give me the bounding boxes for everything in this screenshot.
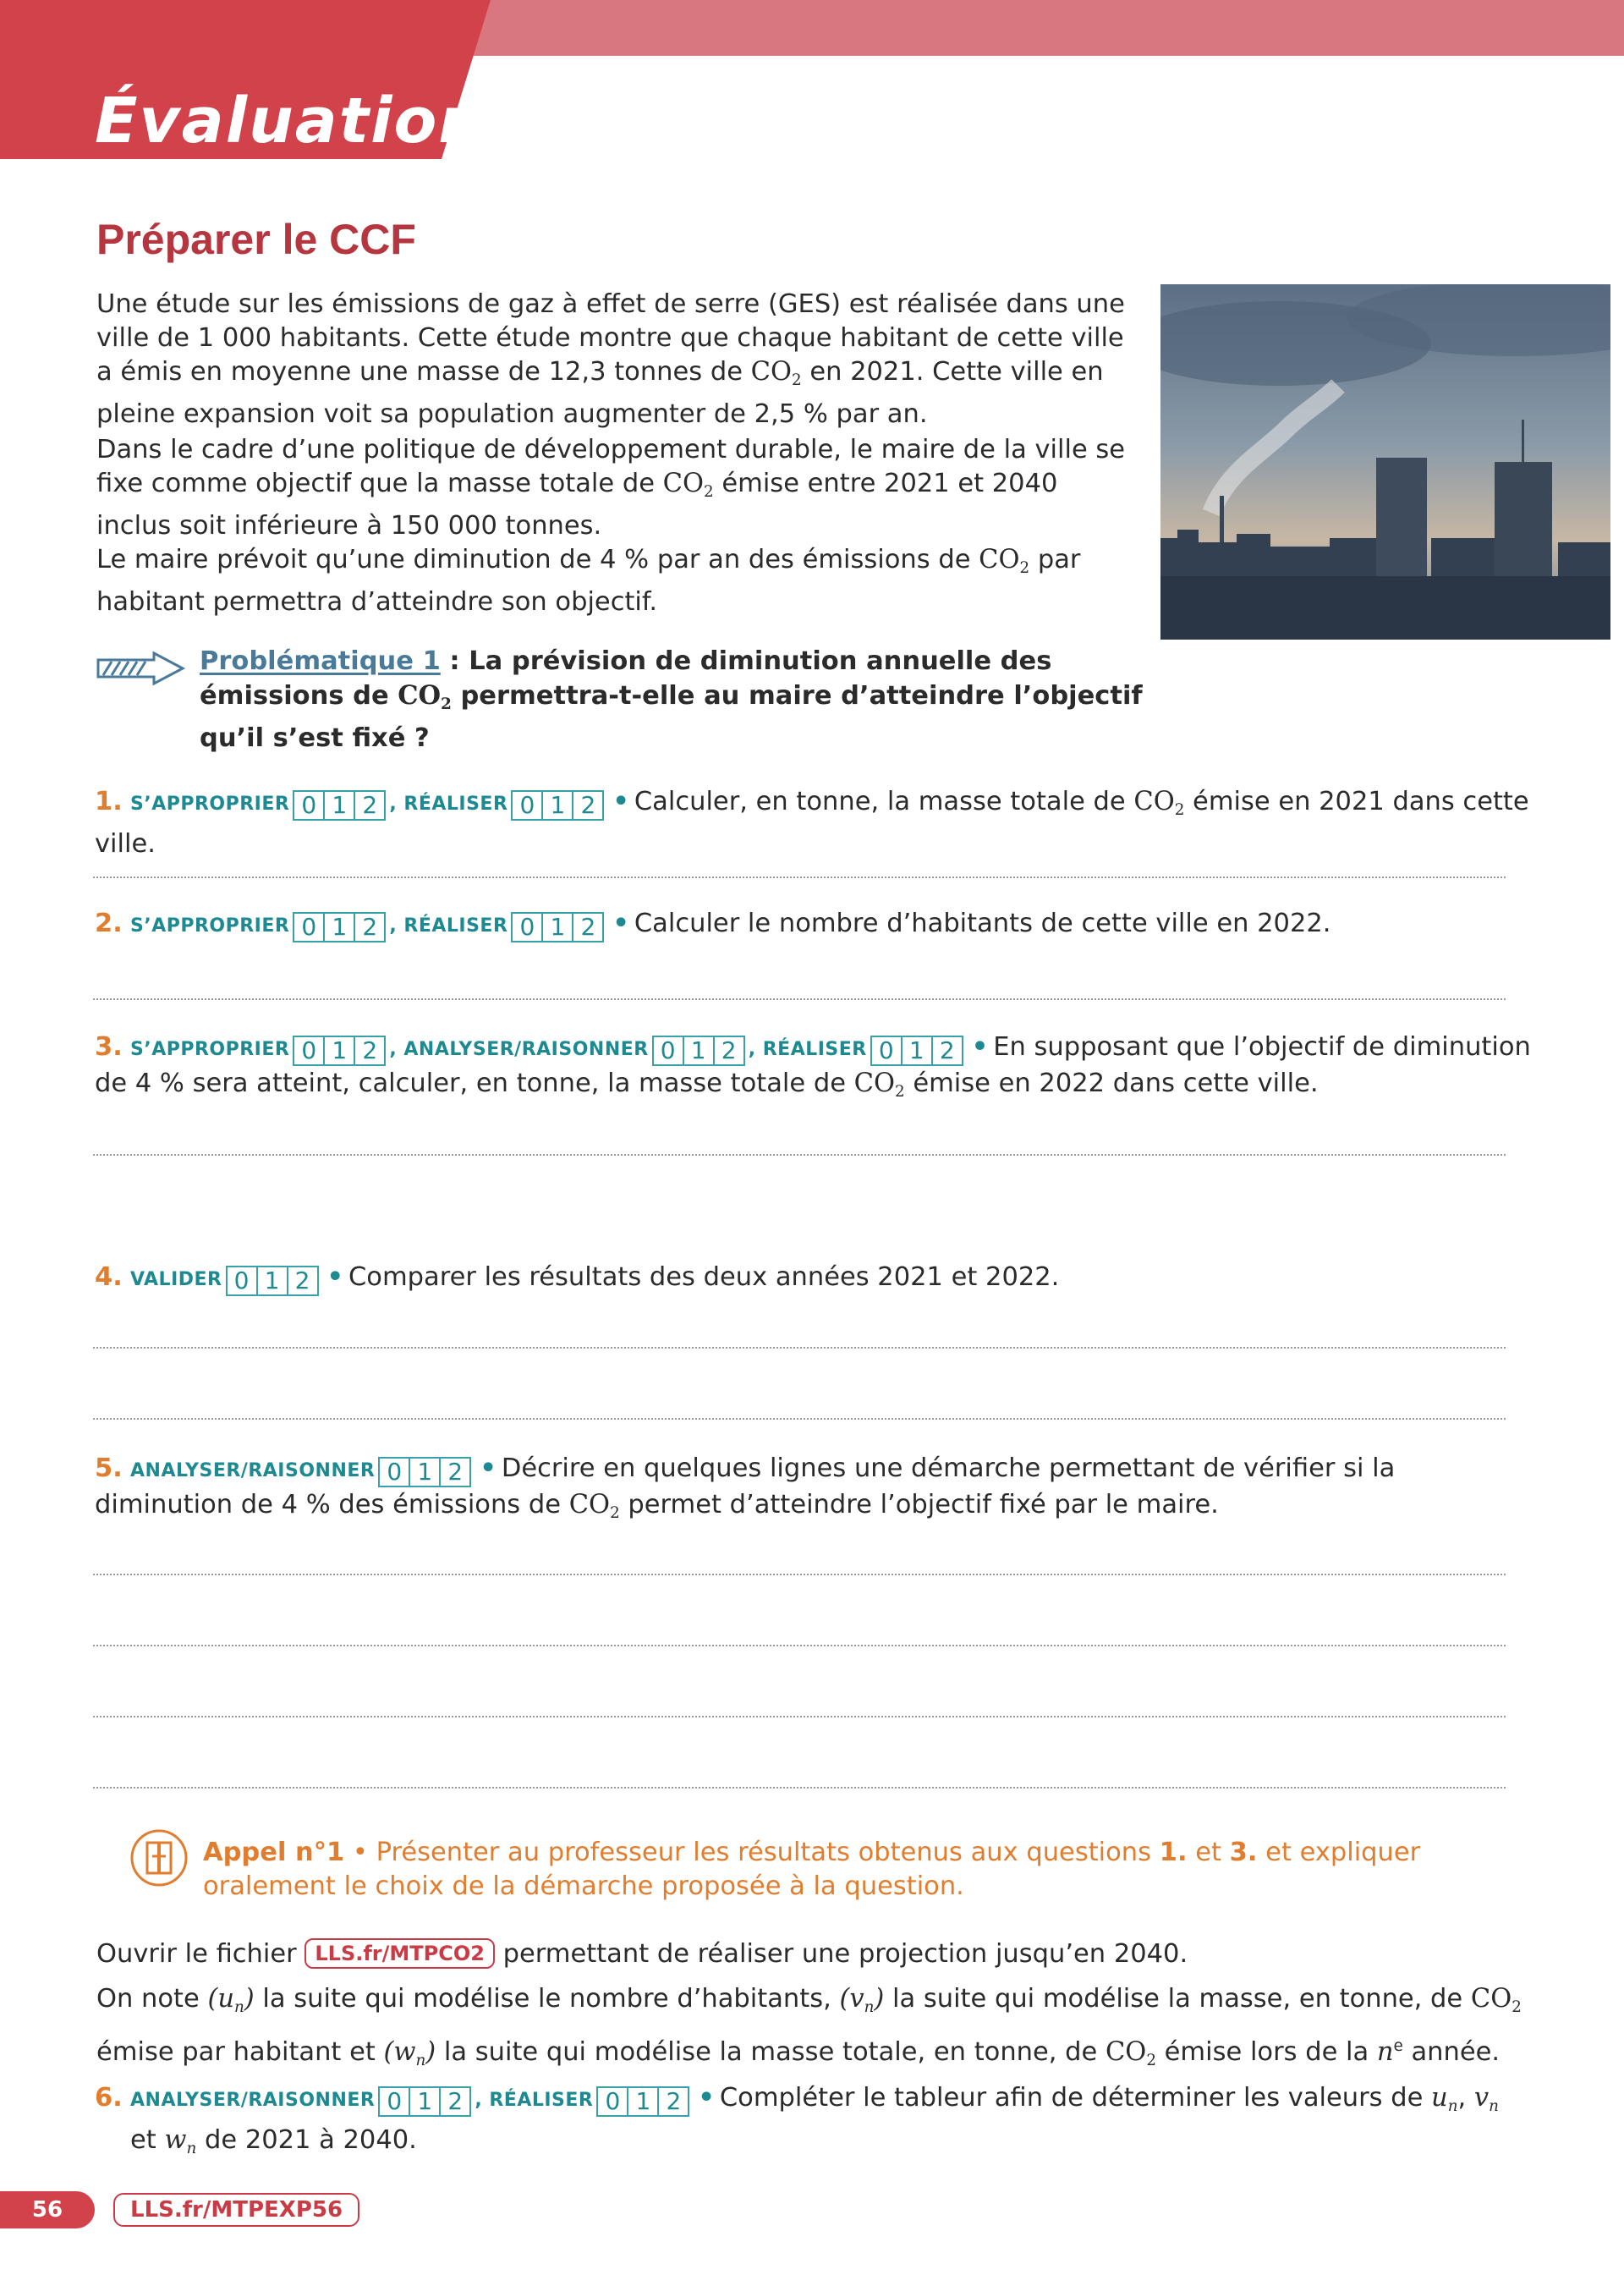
grade-box[interactable]: 0 1 2 xyxy=(596,2086,689,2117)
grade-box[interactable]: 0 1 2 xyxy=(378,2086,471,2117)
answer-line[interactable] xyxy=(93,1154,1506,1156)
grade-box[interactable]: 0 1 2 xyxy=(652,1036,745,1066)
answer-line[interactable] xyxy=(93,1716,1506,1717)
grade-box[interactable]: 0 1 2 xyxy=(511,912,604,942)
arrow-icon xyxy=(95,650,188,690)
answer-line[interactable] xyxy=(93,1574,1506,1575)
grade-box[interactable]: 0 1 2 xyxy=(226,1266,319,1296)
file-link[interactable]: LLS.fr/MTPCO2 xyxy=(304,1938,495,1969)
intro-paragraph-1: Une étude sur les émissions de gaz à effet de serre (GES) est réalisée dans une ville de 1 000 habitants. Cette étude montre que chaque habitant de cette ville a émis en moyenne une masse de 12,3 tonnes de $CO_2$ en 2021. Cette ville en pleine expansion voit sa population augmenter de 2,5 % par an. xyxy=(96,289,1125,429)
answer-line[interactable] xyxy=(93,1347,1506,1349)
answer-line[interactable] xyxy=(93,1418,1506,1420)
question-4: 4. VALIDER 0 1 2 • Comparer les résultats des deux années 2021 et 2022. xyxy=(95,1262,1060,1294)
footer-link[interactable]: LLS.fr/MTPEXP56 xyxy=(113,2193,359,2227)
page-title: Évaluation xyxy=(95,85,485,157)
grade-box[interactable]: 0 1 2 xyxy=(293,1036,386,1066)
file-instruction: Ouvrir le fichier LLS.fr/MTPCO2 permettant de réaliser une projection jusqu’en 2040. xyxy=(96,1939,1188,1969)
teacher-call-icon xyxy=(129,1827,189,1892)
answer-line[interactable] xyxy=(93,876,1506,878)
city-skyline-photo xyxy=(1160,284,1610,640)
grade-box[interactable]: 0 1 2 xyxy=(378,1457,471,1487)
intro-paragraph-2: Dans le cadre d’une politique de développement durable, le maire de la ville se fixe comme objectif que la masse totale de $CO_2$ émise entre 2021 et 2040 inclus soit inférieure à 150 000 tonnes. xyxy=(96,435,1126,541)
answer-line[interactable] xyxy=(93,1645,1506,1646)
teacher-call: Appel n°1 • Présenter au professeur les résultats obtenus aux questions 1. et 3. et expliquer oralement le choix de la démarche proposée à la question. xyxy=(203,1838,1421,1901)
grade-box[interactable]: 0 1 2 xyxy=(293,790,386,821)
appel-label: Appel n°1 xyxy=(203,1838,345,1867)
page-number: 56 xyxy=(0,2191,95,2228)
answer-line[interactable] xyxy=(93,998,1506,1000)
question-3: 3. S’APPROPRIER 0 1 2 , ANALYSER/RAISONNER 0 1 2 , RÉALISER 0 1 2 • En supposant que l’objectif de diminution de 4 % sera atteint, calculer, en tonne, la masse totale de $CO_2$ émise en 2022 dans cette ville. xyxy=(95,1032,1531,1101)
intro-paragraph-3: Le maire prévoit qu’une diminution de 4 % par an des émissions de $CO_2$ par habitant permettra d’atteindre son objectif. xyxy=(96,545,1081,617)
question-5: 5. ANALYSER/RAISONNER 0 1 2 • Décrire en quelques lignes une démarche permettant de vérifier si la diminution de 4 % des émissions de $CO_2$ permet d’atteindre l’objectif fixé par le maire. xyxy=(95,1453,1396,1522)
grade-box[interactable]: 0 1 2 xyxy=(293,912,386,942)
grade-box[interactable]: 0 1 2 xyxy=(870,1036,963,1066)
problematique: Problématique 1 : La prévision de diminution annuelle des émissions de $CO_2$ permettra-t-elle au maire d’atteindre l’objectif qu’il s’est fixé ? xyxy=(200,646,1143,753)
grade-box[interactable]: 0 1 2 xyxy=(511,790,604,821)
problematique-label: Problématique 1 xyxy=(200,646,441,676)
question-2: 2. S’APPROPRIER 0 1 2 , RÉALISER 0 1 2 • Calculer le nombre d’habitants de cette ville en 2022. xyxy=(95,909,1331,941)
notation-paragraph: On note $(u_n)$ la suite qui modélise le nombre d’habitants, $(v_n)$ la suite qui modélise la masse, en tonne, de $CO_2$ émise par habitant et $(w_n)$ la suite qui modélise la masse totale, en tonne, de $CO_2$ émise lors de la $n^e$ année. xyxy=(96,1984,1522,2070)
question-6: 6. ANALYSER/RAISONNER 0 1 2 , RÉALISER 0 1 2 • Compléter le tableur afin de déterminer les valeurs de $u_n$, $v_n$ et $w_n$ de 2021 à 2040. xyxy=(95,2083,1499,2157)
question-1: 1. S’APPROPRIER 0 1 2 , RÉALISER 0 1 2 • Calculer, en tonne, la masse totale de $CO_2$ émise en 2021 dans cette ville. xyxy=(95,787,1529,859)
section-title: Préparer le CCF xyxy=(96,216,416,263)
answer-line[interactable] xyxy=(93,1787,1506,1789)
